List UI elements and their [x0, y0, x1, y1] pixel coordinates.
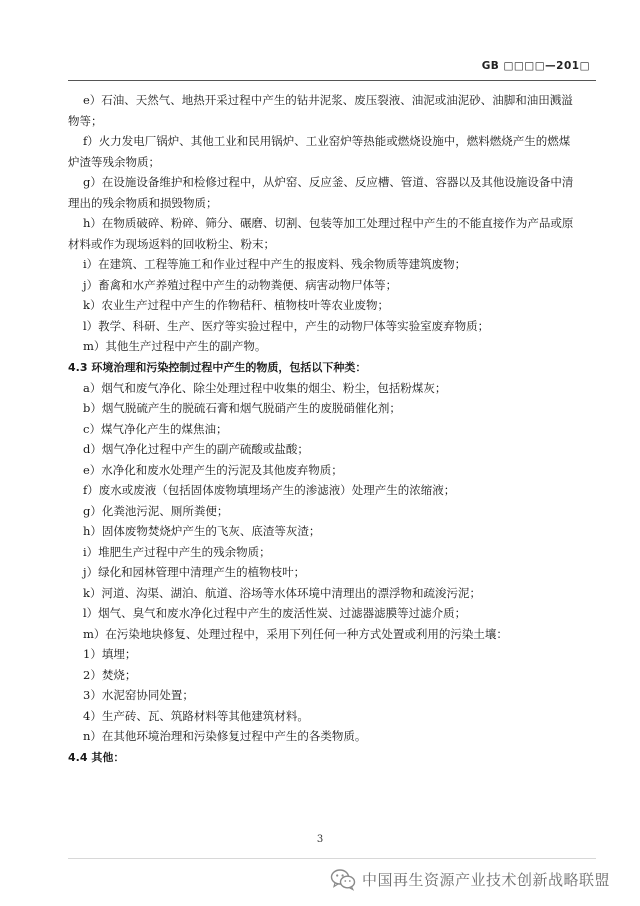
list-item-continuation: 炉渣等残余物质；: [68, 154, 160, 169]
list-item: l）教学、科研、生产、医疗等实验过程中，产生的动物尸体等实验室废弃物质；: [83, 318, 490, 333]
list-item: d）烟气净化过程中产生的副产硫酸或盐酸；: [83, 442, 309, 456]
list-item: m）其他生产过程中产生的副产物。: [83, 339, 267, 353]
list-item: i）在建筑、工程等施工和作业过程中产生的报废料、残余物质等建筑废物；: [83, 257, 467, 271]
list-item: j）绿化和园林管理中清理产生的植物枝叶；: [83, 565, 306, 579]
list-item: h）固体废物焚烧炉产生的飞灰、底渣等灰渣；: [83, 524, 321, 538]
watermark: [330, 866, 630, 892]
list-item: m）在污染地块修复、处理过程中，采用下列任何一种方式处置或利用的污染土壤：: [83, 626, 508, 641]
page-number: 3: [316, 834, 324, 845]
section-heading: 4.4 其他：: [68, 750, 125, 764]
list-item: l）烟气、臭气和废水净化过程中产生的废活性炭、过滤器滤膜等过滤介质；: [83, 606, 467, 620]
list-item: i）堆肥生产过程中产生的残余物质；: [83, 544, 271, 559]
watermark-text: 中国再生资源产业技术创新战略联盟: [362, 870, 611, 889]
list-item: c）煤气净化产生的煤焦油；: [83, 421, 228, 436]
list-item: j）畜禽和水产养殖过程中产生的动物粪便、病害动物尸体等；: [83, 277, 398, 292]
list-item: n）在其他环境治理和污染修复过程中产生的各类物质。: [83, 729, 367, 743]
list-item: a）烟气和废气净化、除尘处理过程中收集的烟尘、粉尘，包括粉煤灰；: [83, 380, 447, 395]
list-item: 1）填埋；: [83, 647, 137, 661]
list-item: 2）焚烧；: [83, 667, 137, 682]
list-item: h）在物质破碎、粉碎、筛分、碾磨、切割、包装等加工处理过程中产生的不能直接作为产品或原: [83, 216, 574, 230]
list-item: 3）水泥窑协同处置；: [83, 688, 194, 702]
list-item: g）化粪池污泥、厕所粪便；: [83, 503, 229, 518]
list-item: e）石油、天然气、地热开采过程中产生的钻井泥浆、废压裂液、油泥或油泥砂、油脚和油田溅溢: [83, 93, 573, 107]
footer-rule: [68, 858, 596, 859]
list-item-continuation: 理出的残余物质和损毁物质；: [68, 195, 218, 210]
header-rule: [68, 80, 596, 81]
list-item: k）河道、沟渠、湖泊、航道、浴场等水体环境中清理出的漂浮物和疏浚污泥；: [83, 585, 481, 600]
list-item: b）烟气脱硫产生的脱硫石膏和烟气脱硝产生的废脱硝催化剂；: [83, 401, 401, 415]
list-item-continuation: 物等；: [68, 113, 103, 128]
wechat-icon: [330, 867, 356, 891]
document-body: [68, 90, 596, 768]
list-item: e）水净化和废水处理产生的污泥及其他废弃物质；: [83, 462, 343, 477]
standard-code: GB □□□□—201□: [481, 60, 590, 72]
list-item: g）在设施设备维护和检修过程中，从炉窑、反应釜、反应槽、管道、容器以及其他设施设备中清: [83, 175, 574, 189]
section-heading: 4.3 环境治理和污染控制过程中产生的物质，包括以下种类：: [68, 360, 367, 374]
list-item: k）农业生产过程中产生的作物秸秆、植物枝叶等农业废物；: [83, 298, 389, 312]
list-item: 4）生产砖、瓦、筑路材料等其他建筑材料。: [83, 708, 309, 723]
list-item: f）火力发电厂锅炉、其他工业和民用锅炉、工业窑炉等热能或燃烧设施中，燃料燃烧产生的燃煤: [83, 134, 571, 148]
list-item-continuation: 材料或作为现场返料的回收粉尘、粉末；: [68, 236, 275, 251]
list-item: f）废水或废液（包括固体废物填埋场产生的渗滤液）处理产生的浓缩液；: [83, 483, 456, 497]
